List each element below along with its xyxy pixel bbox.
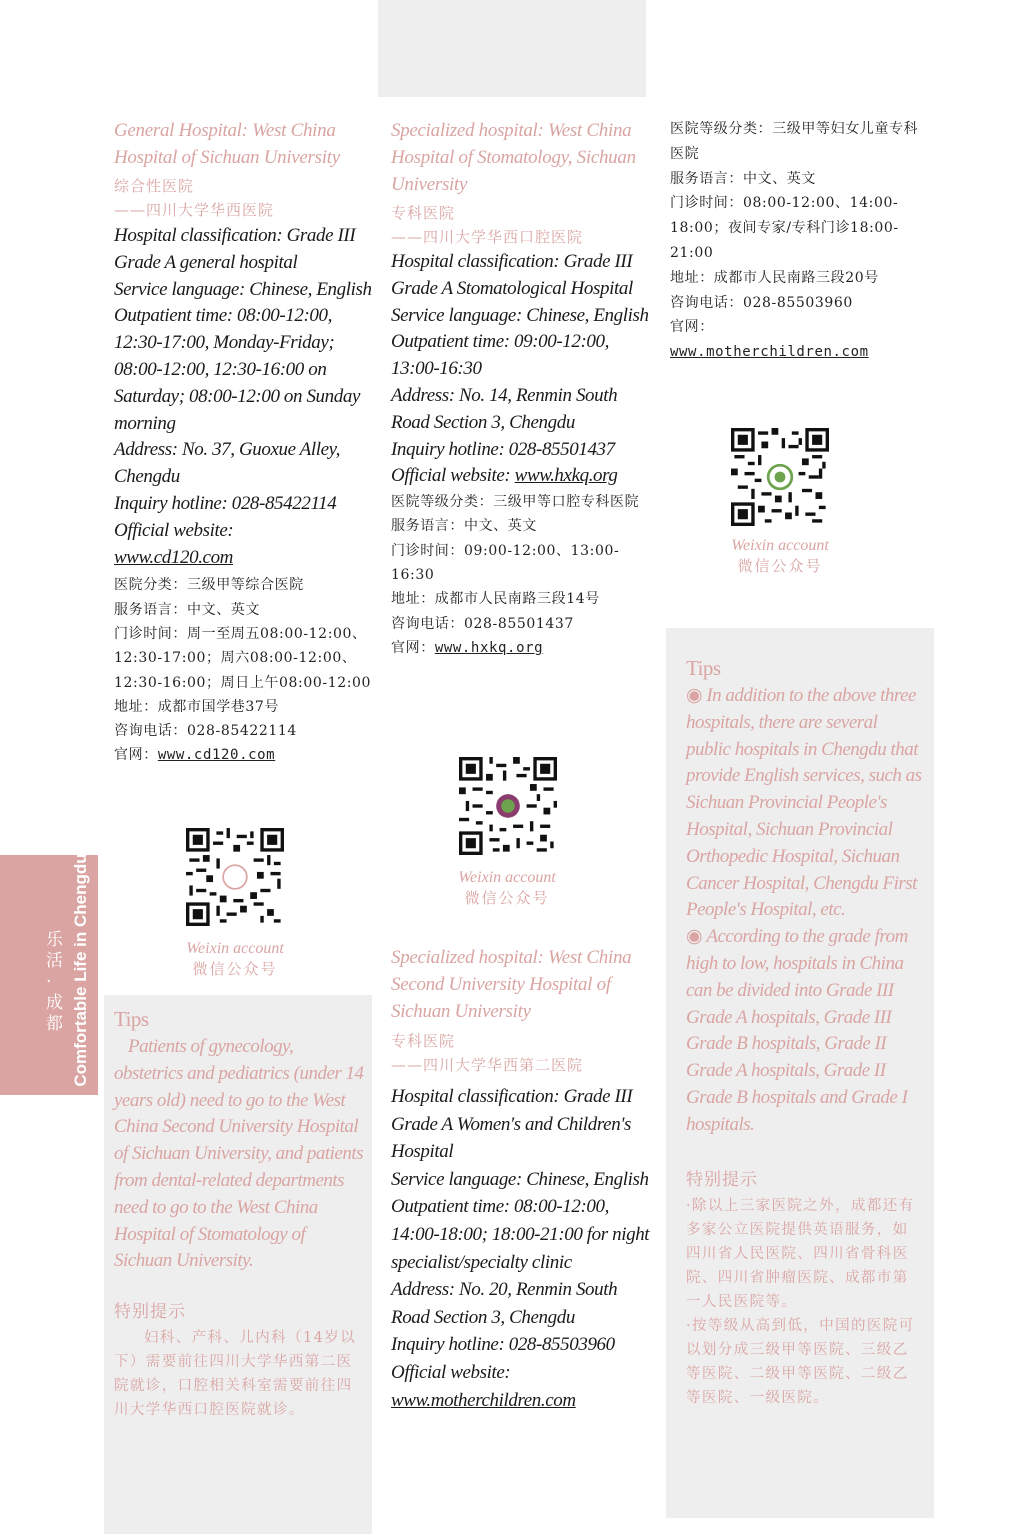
info-line-cn: 服务语言：中文、英文 <box>391 518 537 535</box>
info-line: Service language: Chinese, English <box>391 1168 649 1190</box>
weixin-label-en: Weixin account <box>458 869 556 886</box>
tips-left <box>114 1007 366 1422</box>
tips-bullet-en: According to the grade from high to low, hospitals in China can be divided into Grade III Grade A hospitals, Grade III Grade B hospitals, Grade II Grade A hospitals, Grade II Grade B hospitals and Grade I hospitals. <box>686 926 908 1135</box>
website-link[interactable]: www.cd120.com <box>114 546 233 568</box>
website-label-cn: 官网： <box>670 319 714 336</box>
tips-bullet-cn: ·除以上三家医院之外，成都还有多家公立医院提供英语服务，如四川省人民医院、四川省骨科医院、四川省肿瘤医院、成都市第一人民医院等。 <box>686 1197 915 1310</box>
hospital-name-cn: ——四川大学华西医院 <box>114 201 275 219</box>
info-line-cn: 地址：成都市人民南路三段20号 <box>670 269 879 286</box>
tips-right <box>686 656 922 1410</box>
info-line-cn: 咨询电话：028-85501437 <box>391 615 574 632</box>
info-line: Inquiry hotline: 028-85501437 <box>391 438 615 460</box>
hospital-title-en: General Hospital: West China Hospital of Sichuan University <box>114 120 340 168</box>
hospital-title-en: Specialized hospital: West China Hospital of Stomatology, Sichuan University <box>391 120 636 195</box>
info-line-cn: 咨询电话：028-85503960 <box>670 294 853 311</box>
info-line: Hospital classification: Grade III Grade A Stomatological Hospital <box>391 251 633 299</box>
info-line: Outpatient time: 08:00-12:00, 14:00-18:00; 18:00-21:00 for night specialist/specialty clinic <box>391 1196 650 1273</box>
website-link-cn[interactable]: www.cd120.com <box>157 747 276 764</box>
info-line: Service language: Chinese, English <box>114 278 372 300</box>
hospital-type-cn: 专科医院 <box>391 1032 456 1050</box>
tips-heading: Tips <box>686 656 721 680</box>
hospital-title-en: Specialized hospital: West China Second University Hospital of Sichuan University <box>391 947 632 1022</box>
column-1 <box>114 117 372 768</box>
tips-text-en: Patients of gynecology, obstetrics and pediatrics (under 14 years old) need to go to the West China Second University Hospital of Sichuan University, and patients from dental-related departments need to go to the West China Hospital of Stomatology of Sichuan University. <box>114 1036 364 1272</box>
info-line: Outpatient time: 08:00-12:00, 12:30-17:00, Monday-Friday; 08:00-12:00, 12:30-16:00 on Saturday; 08:00-12:00 on Sunday morning <box>114 305 360 434</box>
weixin-caption <box>432 867 582 909</box>
info-line-cn: 门诊时间：09:00-12:00、13:00-16:30 <box>391 542 620 584</box>
weixin-label-cn: 微信公众号 <box>737 557 823 575</box>
tips-bullet-cn: ·按等级从高到低，中国的医院可以划分成三级甲等医院、三级乙等医院、二级甲等医院、二级乙等医院、一级医院。 <box>686 1317 915 1406</box>
weixin-label-cn: 微信公众号 <box>192 960 278 978</box>
info-cn <box>114 573 372 767</box>
info-en <box>391 249 653 490</box>
info-line: Address: No. 37, Guoxue Alley, Chengdu <box>114 439 340 488</box>
website-link-cn[interactable]: www.hxkq.org <box>434 639 544 656</box>
info-en <box>391 1083 653 1414</box>
column-2 <box>391 117 653 660</box>
weixin-label-en: Weixin account <box>731 537 829 554</box>
side-tab-chinese: 乐活·成都 <box>46 930 63 1034</box>
website-label: Official website: <box>391 1361 511 1383</box>
qr-code <box>186 828 284 926</box>
info-cn <box>391 490 653 660</box>
qr-code <box>459 757 557 855</box>
info-line: Address: No. 20, Renmin South Road Section 3, Chengdu <box>391 1279 618 1328</box>
info-line-cn: 医院等级分类：三级甲等口腔专科医院 <box>391 494 640 511</box>
info-line-cn: 医院等级分类：三级甲等妇女儿童专科医院 <box>670 121 919 162</box>
tips-heading: Tips <box>114 1007 149 1031</box>
hospital-type-cn: 综合性医院 <box>114 177 195 195</box>
qr-code <box>731 428 829 526</box>
hospital-name-cn: ——四川大学华西口腔医院 <box>391 228 584 246</box>
tips-bullet-en: In addition to the above three hospitals, there are several public hospitals in Chengdu that provide English services, such as Sichuan Provincial People's Hospital, Sichuan Provincial Orthopedic Hospital, Sichuan Cancer Hospital, Chengdu First People's Hospital, etc. <box>686 685 922 921</box>
info-line: Hospital classification: Grade III Grade A general hospital <box>114 225 356 273</box>
bullet-icon: ◉ <box>686 926 707 948</box>
bullet-icon: ◉ <box>686 685 707 706</box>
weixin-caption <box>160 938 310 980</box>
info-line-cn: 门诊时间：08:00-12:00、14:00-18:00；夜间专家/专科门诊18:00-21:00 <box>670 195 899 261</box>
column-2-lower <box>391 944 653 1414</box>
website-link-cn[interactable]: www.motherchildren.com <box>670 344 869 361</box>
website-link[interactable]: www.hxkq.org <box>514 465 618 487</box>
website-label: Official website: <box>114 519 234 541</box>
hospital-name-cn: ——四川大学华西第二医院 <box>391 1056 584 1074</box>
info-line-cn: 门诊时间：周一至周五08:00-12:00、12:30-17:00；周六08:00-12:00、12:30-16:00；周日上午08:00-12:00 <box>114 625 372 691</box>
info-line: Inquiry hotline: 028-85422114 <box>114 492 337 514</box>
website-label: Official website: <box>391 465 515 487</box>
info-line-cn: 服务语言：中文、英文 <box>670 170 816 187</box>
website-label-cn: 官网： <box>114 747 158 764</box>
side-tab-english: Comfortable Life in Chengdu <box>71 853 90 1087</box>
info-line: Address: No. 14, Renmin South Road Section 3, Chengdu <box>391 384 618 433</box>
top-panel <box>378 0 646 97</box>
info-line-cn: 咨询电话：028-85422114 <box>114 723 297 740</box>
info-line: Inquiry hotline: 028-85503960 <box>391 1334 615 1356</box>
weixin-label-en: Weixin account <box>186 940 284 957</box>
column-3 <box>670 117 920 365</box>
info-line-cn: 服务语言：中文、英文 <box>114 601 260 618</box>
website-link[interactable]: www.motherchildren.com <box>391 1389 576 1411</box>
info-line-cn: 医院分类：三级甲等综合医院 <box>114 577 304 594</box>
weixin-label-cn: 微信公众号 <box>464 889 550 907</box>
weixin-caption <box>705 535 855 577</box>
info-line-cn: 地址：成都市人民南路三段14号 <box>391 591 600 608</box>
tips-heading-cn: 特别提示 <box>686 1169 758 1190</box>
info-en <box>114 223 372 571</box>
website-label-cn: 官网： <box>391 639 435 656</box>
info-line: Outpatient time: 09:00-12:00, 13:00-16:30 <box>391 331 609 380</box>
hospital-type-cn: 专科医院 <box>391 204 456 222</box>
info-cn <box>670 117 920 365</box>
info-line: Hospital classification: Grade III Grade A Women's and Children's Hospital <box>391 1086 633 1163</box>
tips-heading-cn: 特别提示 <box>114 1302 186 1323</box>
info-line-cn: 地址：成都市国学巷37号 <box>114 698 280 715</box>
tips-text-cn: 妇科、产科、儿内科（14岁以下）需要前往四川大学华西第二医院就诊，口腔相关科室需要前往四川大学华西口腔医院就诊。 <box>114 1330 357 1419</box>
info-line: Service language: Chinese, English <box>391 304 649 326</box>
